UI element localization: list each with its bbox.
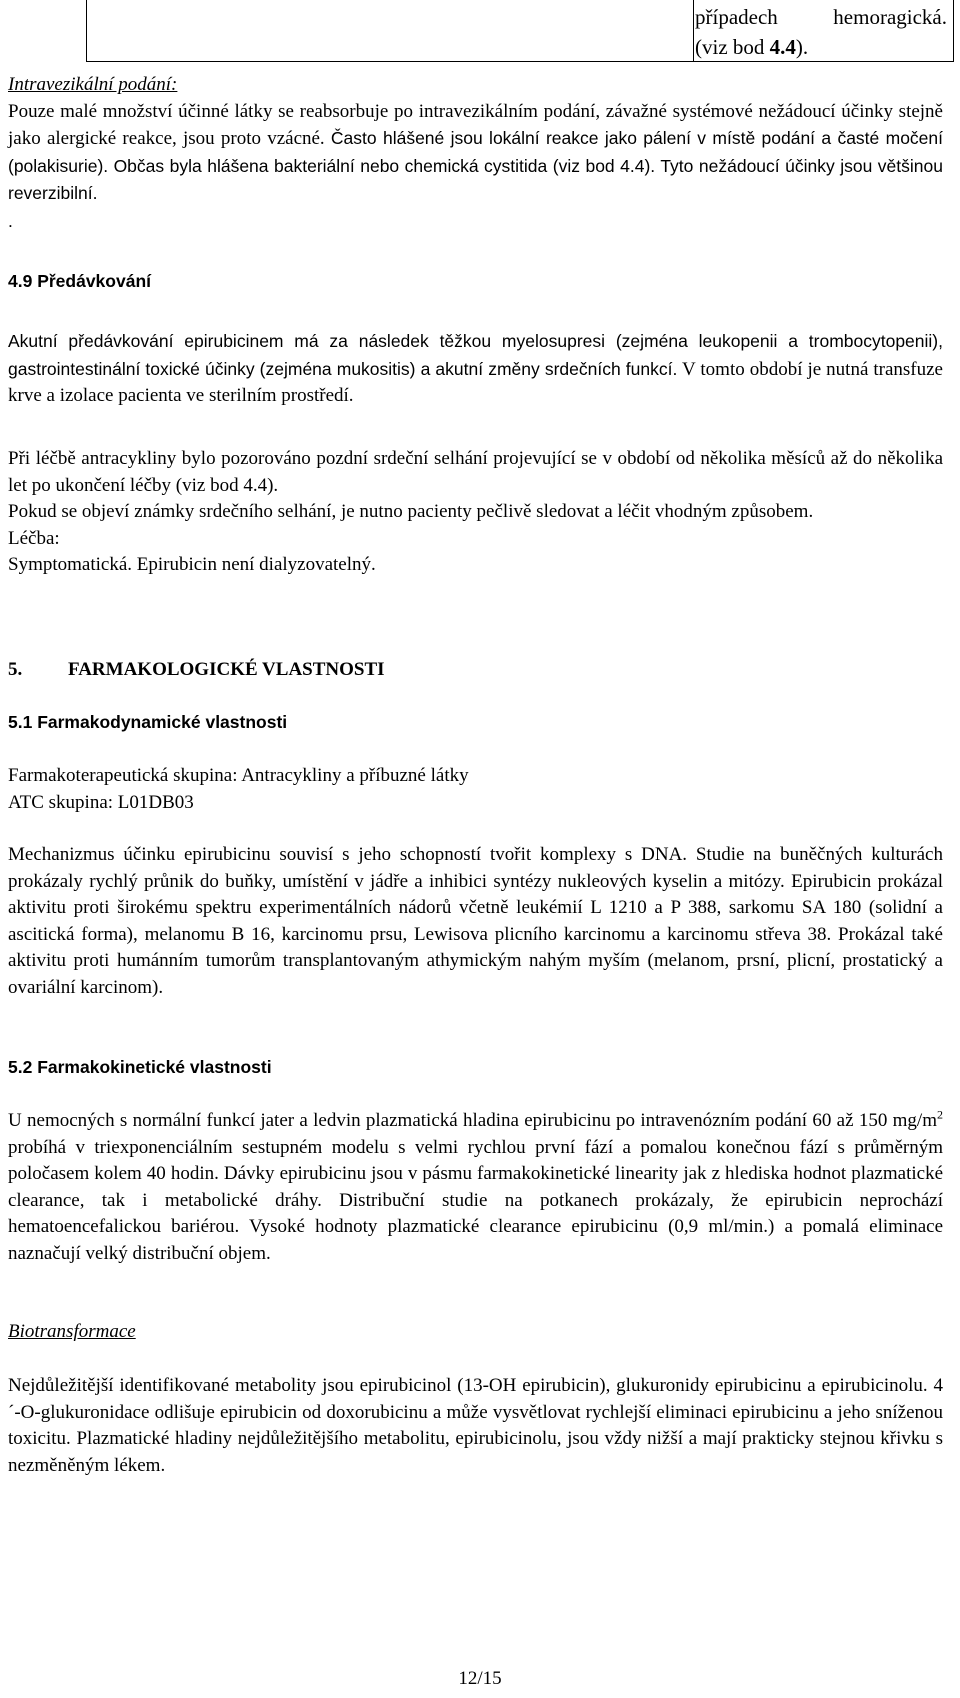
section-5-heading xyxy=(8,657,943,684)
section-heading-4-9: 4.9 Předávkování xyxy=(8,271,151,291)
table-cell-line: případech hemoragická. xyxy=(695,5,947,29)
section-5-number: 5. xyxy=(8,659,23,680)
overdose-para-3: Pokud se objeví známky srdečního selhání, je nutno pacienty pečlivě sledovat a léčit vhodným způsobem. xyxy=(8,501,814,522)
section-5-2-body xyxy=(8,1108,943,1267)
intravesical-heading: Intravezikální podání: xyxy=(8,74,178,95)
biotransformation-body xyxy=(8,1373,943,1479)
stray-dot: . xyxy=(8,210,13,231)
pharmacotherapeutic-group: Farmakoterapeutická skupina: Antracykliny a příbuzné látky xyxy=(8,765,469,786)
biotransformation-text: Nejdůležitější identifikované metabolity jsou epirubicinol (13-OH epirubicin), glukuronidy epirubicinu a epirubicinolu. 4´-O-glukuronidace odlišuje epirubicin od doxorubicinu a může vysvětlovat rychlejší eliminaci epirubicinu a jeho sníženou toxicitu. Plazmatické hladiny nejdůležitějšího metabolitu, epirubicinolu, jsou vždy nižší a mají prakticky stejnou křivku s nezměněným lékem. xyxy=(8,1375,943,1476)
treatment-text: Symptomatická. Epirubicin není dialyzovatelný. xyxy=(8,554,376,575)
mechanism-text: Mechanizmus účinku epirubicinu souvisí s jeho schopností tvořit komplexy s DNA. Studie na buněčných kulturách prokázaly rychlý průnik do buňky, umístění v jádře a inhibici syntézy nukleových kyselin a mitózy. Epirubicin prokázal aktivitu proti širokému spektru experimentálních nádorů včetně leukémií L 1210 a P 388, sarkomu SA 180 (solidní a ascitická forma), melanomu B 16, karcinomu prsu, Lewisova plicního karcinomu a karcinomu střeva 38. Prokázal také aktivitu proti humánním tumorům transplantovaným athymickým nahým myším (melanom, prsní, plicní, prostatický a ovariální karcinom). xyxy=(8,844,943,998)
intravesical-text: Pouze malé množství účinné látky se reabsorbuje po intravezikálním podání, závažné systémové nežádoucí účinky stejně jako alergické reakce, jsou proto vzácné. Často hlášené jsou lokální reakce jako pálení v místě podání a časté močení (polakisurie). Občas byla hlášena bakteriální nebo chemická cystitida (viz bod 4.4). Tyto nežádoucí účinky jsou většinou reverzibilní. xyxy=(8,100,943,203)
section-5-title-line xyxy=(8,657,943,684)
pharmacokinetics-text: U nemocných s normální funkcí jater a ledvin plazmatická hladina epirubicinu po intravenózním podání 60 až 150 $mg/m^2$ probíhá v triexponenciálním sestupném modelu s velmi rychlou první fází a pomalou konečnou fází s průměrným poločasem kolem 40 hodin. Dávky epirubicinu jsou v pásmu farmakokinetické linearity jak z hlediska hodnot plazmatické clearance, tak i metabolické dráhy. Distribuční studie na potkanech prokázaly, že epirubicin neprochází hematoencefalickou bariérou. Vysoké hodnoty plazmatické clearance epirubicinu (0,9 ml/min.) a pomalá eliminace naznačují velký distribuční objem. xyxy=(8,1107,943,1264)
overdose-body xyxy=(8,328,943,410)
intravesical-section xyxy=(8,72,943,234)
section-5-title: FARMAKOLOGICKÉ VLASTNOSTI xyxy=(68,659,385,680)
section-5-1-body xyxy=(8,763,943,816)
biotransformation-heading: Biotransformace xyxy=(8,1321,136,1342)
overdose-para-1: Akutní předávkování epirubicinem má za následek těžkou myelosupresi (zejména leukopenii a trombocytopenii), gastrointestinální toxické účinky (zejména mukositis) a akutní změny srdečních funkcí. V tomto období je nutná transfuze krve a izolace pacienta ve sterilním prostředí. xyxy=(8,331,943,406)
overdose-para-2: Při léčbě antracykliny bylo pozorováno pozdní srdeční selhání projevující se v období od několika měsíců až do několika let po ukončení léčby (viz bod 4.4). xyxy=(8,448,943,496)
section-heading-5-1: 5.1 Farmakodynamické vlastnosti xyxy=(8,712,288,732)
section-heading-5-2: 5.2 Farmakokinetické vlastnosti xyxy=(8,1057,272,1077)
page-number: 12/15 xyxy=(458,1668,502,1689)
table-cell-left xyxy=(87,0,694,61)
mechanism-body xyxy=(8,842,943,1001)
overdose-body-2 xyxy=(8,446,943,579)
continued-table xyxy=(86,0,954,62)
table-cell-line: (viz bod 4.4). xyxy=(695,35,809,59)
treatment-label: Léčba: xyxy=(8,527,60,549)
overdose-section xyxy=(8,268,943,295)
section-5-1 xyxy=(8,709,943,736)
section-5-2 xyxy=(8,1054,943,1081)
biotransformation-heading-block xyxy=(8,1319,943,1346)
table-cell-right xyxy=(695,2,947,62)
atc-code: ATC skupina: L01DB03 xyxy=(8,791,194,813)
